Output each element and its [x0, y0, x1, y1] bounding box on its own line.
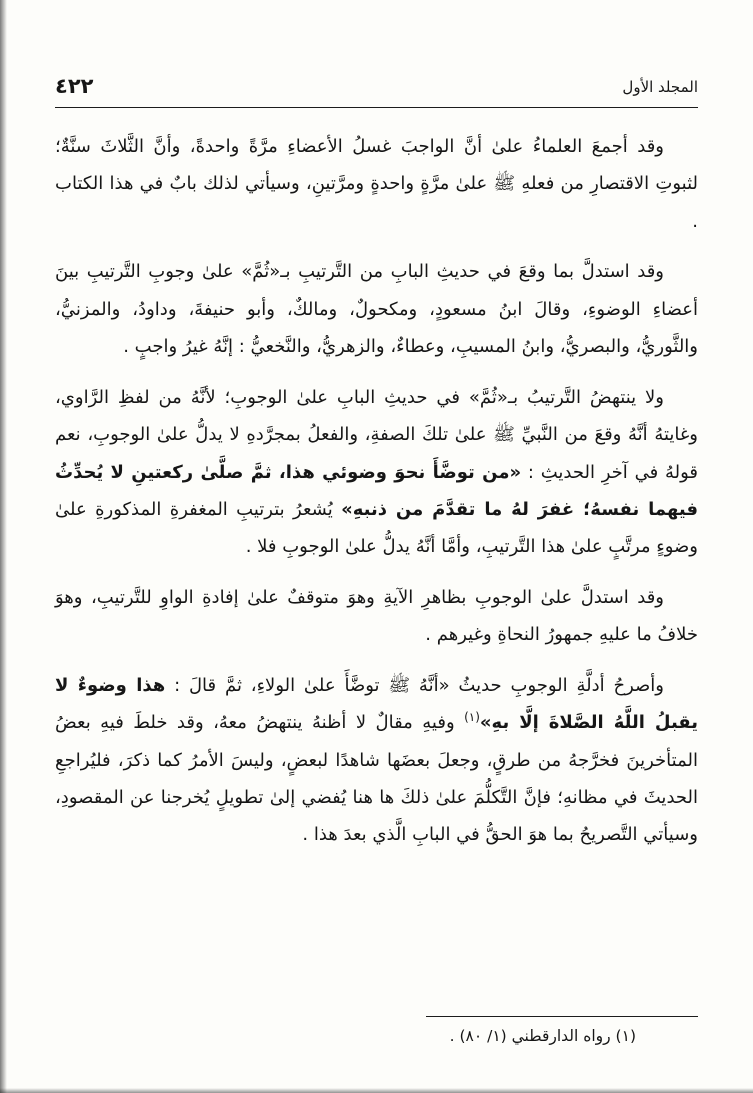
header-rule [55, 107, 698, 108]
paragraph-1 [55, 128, 698, 240]
paragraph-3 [55, 379, 698, 566]
page-header [55, 74, 698, 98]
page-body [55, 128, 698, 854]
paragraph-2-text: وقد استدلَّ بما وقعَ في حديثِ البابِ من التَّرتيبِ بـ«ثُمَّ» علىٰ وجوبِ التَّرتيبِ بينَ أعضاءِ الوضوءِ، وقالَ ابنُ مسعودٍ، ومكحولٌ، ومالكٌ، وأبو حنيفةَ، وداودُ، والمزنيُّ، والثَّوريُّ، والبصريُّ، وابنُ المسيبِ، وعطاءٌ، والزهريُّ، والنَّخعيُّ : إنَّهُ غيرُ واجبٍ . [55, 261, 698, 358]
paragraph-4-text: وقد استدلَّ علىٰ الوجوبِ بظاهرِ الآيةِ وهوَ متوقفٌ علىٰ إفادةِ الواوِ للتَّرتيبِ، وهوَ خلافُ ما عليهِ جمهورُ النحاةِ وغيرهم . [55, 586, 698, 646]
footnote-marker: (١) [464, 710, 480, 725]
footnote-text: (١) رواه الدارقطني (١/ ٨٠) . [449, 1027, 636, 1045]
paragraph-2 [55, 253, 698, 365]
footnote-area [55, 1016, 698, 1045]
paragraph-3-hadith-quote: «من توضَّأَ نحوَ وضوئي هذا، ثمَّ صلَّىٰ ركعتينِ لا يُحدِّثُ فيهما نفسهُ؛ غفرَ لهُ ما تقدَّمَ من ذنبهِ» [55, 461, 698, 520]
paragraph-3-text: ولا ينتهضُ التَّرتيبُ بـ«ثُمَّ» في حديثِ البابِ علىٰ الوجوبِ؛ لأنَّهُ من لفظِ الرَّاوي، وغايتهُ أنَّهُ وقعَ من النَّبيِّ ﷺ علىٰ تلكَ الصفةِ، والفعلُ بمجرَّدهِ لا يدلُّ علىٰ الوجوبِ، نعم قولهُ في آخرِ الحديثِ : [55, 386, 698, 483]
paragraph-5 [55, 667, 698, 854]
paragraph-4 [55, 579, 698, 654]
footnote-separator [426, 1016, 698, 1017]
paragraph-5-text: وأصرحُ أدلَّةِ الوجوبِ حديثُ «أنَّهُ ﷺ توضَّأَ علىٰ الولاءِ، ثمَّ قالَ : [165, 674, 664, 696]
paragraph-5-text-after-quote: وفيهِ مقالٌ لا أظنهُ ينتهضُ معهُ، وقد خلطَ فيهِ بعضُ المتأخرينَ فخرَّجهُ من طرقٍ، وجعلَ بعضَها شاهدًا لبعضٍ، وليسَ الأمرُ كما ذكرَ، فليُراجعِ الحديثَ في مظانهِ؛ فإنَّ التَّكلُّمَ علىٰ ذلكَ ها هنا يُفضي إلىٰ تطويلٍ يُخرجنا عن المقصودِ، وسيأتي التَّصريحُ بما هوَ الحقُّ في البابِ الَّذي بعدَ هذا . [55, 712, 698, 846]
page-number: ٤٢٢ [55, 74, 94, 98]
volume-title: المجلد الأول [622, 78, 698, 96]
paragraph-1-text: وقد أجمعَ العلماءُ علىٰ أنَّ الواجبَ غسلُ الأعضاءِ مرَّةً واحدةً، وأنَّ الثَّلاثَ سنَّةٌ؛ لثبوتِ الاقتصارِ من فعلهِ ﷺ علىٰ مرَّةٍ واحدةٍ ومرَّتينِ، وسيأتي لذلك بابٌ في هذا الكتاب . [55, 136, 698, 232]
paragraph-5-hadith-quote: هذا وضوءٌ لا يقبلُ اللَّهُ الصَّلاةَ إلَّا بهِ» [55, 674, 698, 734]
paragraph-3-text-after-quote: يُشعرُ بترتيبِ المغفرةِ المذكورةِ علىٰ وضوءٍ مرتَّبٍ علىٰ هذا التَّرتيبِ، وأمَّا أنَّهُ يدلُّ علىٰ الوجوبِ فلا . [55, 498, 698, 558]
